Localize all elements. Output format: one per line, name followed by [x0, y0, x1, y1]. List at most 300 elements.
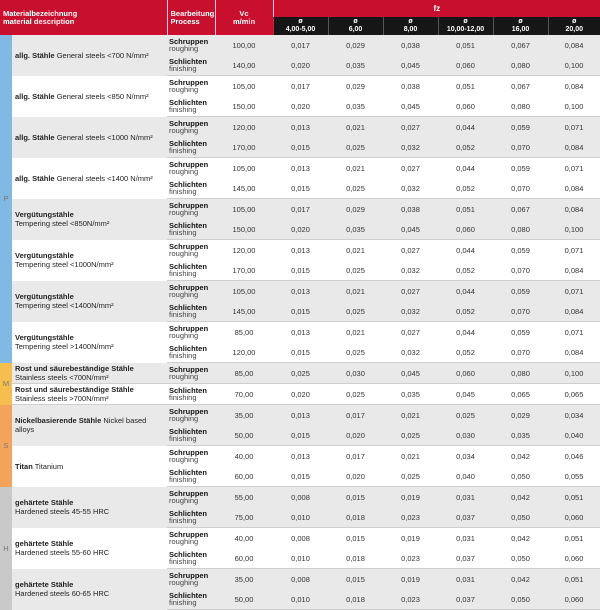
process-name-de: Schruppen: [169, 570, 209, 580]
fz-value: 0,050: [493, 507, 548, 528]
fz-value: 0,015: [328, 569, 383, 590]
fz-value: 0,008: [273, 528, 328, 549]
vc-value: 75,00: [215, 507, 273, 528]
fz-value: 0,025: [438, 405, 493, 426]
material-cell: [12, 569, 167, 610]
fz-value: 0,020: [328, 466, 383, 487]
process-cell: [167, 117, 215, 138]
fz-value: 0,051: [438, 199, 493, 220]
fz-value: 0,027: [383, 281, 438, 302]
process-cell: [167, 425, 215, 446]
fz-value: 0,025: [328, 384, 383, 405]
fz-value: 0,100: [548, 55, 600, 76]
fz-value: 0,046: [548, 446, 600, 467]
fz-value: 0,045: [383, 55, 438, 76]
table-row: [0, 322, 600, 343]
diameter-symbol: ø: [518, 18, 523, 25]
fz-value: 0,018: [328, 548, 383, 569]
fz-value: 0,015: [273, 260, 328, 281]
fz-value: 0,065: [493, 384, 548, 405]
vc-value: 40,00: [215, 446, 273, 467]
material-cell: [12, 117, 167, 158]
diameter-header: [273, 17, 328, 35]
process-cell: [167, 219, 215, 240]
fz-value: 0,025: [328, 301, 383, 322]
fz-value: 0,021: [328, 281, 383, 302]
process-name-de: Schlichten: [169, 56, 207, 66]
process-name-en: roughing: [169, 249, 199, 258]
fz-value: 0,032: [383, 178, 438, 199]
fz-value: 0,035: [328, 219, 383, 240]
fz-value: 0,013: [273, 405, 328, 426]
fz-value: 0,013: [273, 158, 328, 179]
material-cell: [12, 528, 167, 569]
process-name-en: roughing: [169, 126, 199, 135]
fz-value: 0,052: [438, 260, 493, 281]
fz-value: 0,021: [328, 240, 383, 261]
process-cell: [167, 35, 215, 55]
table-row: [0, 528, 600, 549]
process-name-de: Schruppen: [169, 529, 209, 539]
process-cell: [167, 96, 215, 117]
diameter-symbol: ø: [463, 18, 468, 25]
fz-value: 0,051: [548, 528, 600, 549]
fz-header: fz: [273, 0, 600, 17]
material-name-en: General steels <1400 N/mm²: [56, 173, 153, 183]
table-row: [0, 281, 600, 302]
process-name-en: finishing: [169, 269, 197, 278]
material-name-de: allg. Stähle: [15, 91, 55, 101]
diameter-symbol: ø: [353, 18, 358, 25]
fz-value: 0,050: [493, 589, 548, 610]
fz-value: 0,031: [438, 528, 493, 549]
material-header: [0, 0, 167, 35]
process-cell: [167, 322, 215, 343]
material-detail: Tempering steel >1400N/mm²: [15, 342, 114, 351]
fz-value: 0,070: [493, 301, 548, 322]
fz-value: 0,015: [273, 425, 328, 446]
material-detail: Stainless steels <700N/mm²: [15, 372, 109, 382]
fz-value: 0,018: [328, 589, 383, 610]
process-name-de: Schruppen: [169, 364, 209, 374]
fz-value: 0,067: [493, 35, 548, 55]
process-name-en: roughing: [169, 290, 199, 299]
fz-value: 0,042: [493, 446, 548, 467]
fz-value: 0,015: [273, 301, 328, 322]
process-cell: [167, 342, 215, 363]
process-cell: [167, 301, 215, 322]
fz-value: 0,059: [493, 158, 548, 179]
table-row: [0, 35, 600, 55]
process-cell: [167, 158, 215, 179]
fz-value: 0,023: [383, 548, 438, 569]
table-row: [0, 569, 600, 590]
process-cell: [167, 240, 215, 261]
material-name-en: Nickel based: [103, 416, 147, 426]
process-name-en: finishing: [169, 434, 197, 443]
material-detail: Tempering steel <1400N/mm²: [15, 301, 114, 310]
fz-value: 0,044: [438, 322, 493, 343]
process-cell: [167, 199, 215, 220]
fz-value: 0,071: [548, 322, 600, 343]
fz-value: 0,019: [383, 487, 438, 508]
material-cell: [12, 322, 167, 363]
process-name-de: Schruppen: [169, 323, 209, 333]
fz-value: 0,020: [328, 425, 383, 446]
process-name-de: Schlichten: [169, 97, 207, 107]
iso-group-band: P: [0, 35, 12, 363]
fz-value: 0,059: [493, 240, 548, 261]
iso-group-band: M: [0, 363, 12, 405]
fz-value: 0,017: [273, 35, 328, 55]
vc-value: 85,00: [215, 322, 273, 343]
process-name-de: Schlichten: [169, 343, 207, 353]
vc-value: 105,00: [215, 281, 273, 302]
fz-value: 0,042: [493, 528, 548, 549]
vc-value: 60,00: [215, 548, 273, 569]
fz-value: 0,037: [438, 548, 493, 569]
material-name-en: General steels <1000 N/mm²: [56, 132, 153, 142]
fz-value: 0,060: [548, 507, 600, 528]
fz-value: 0,038: [383, 35, 438, 55]
fz-value: 0,070: [493, 178, 548, 199]
material-cell: [12, 281, 167, 322]
fz-value: 0,023: [383, 507, 438, 528]
material-detail: Hardened steels 45-55 HRC: [15, 507, 110, 516]
fz-value: 0,021: [383, 405, 438, 426]
material-cell: [12, 384, 167, 405]
process-name-en: finishing: [169, 310, 197, 319]
fz-value: 0,035: [493, 425, 548, 446]
process-cell: [167, 507, 215, 528]
fz-value: 0,035: [328, 55, 383, 76]
diameter-header: [438, 17, 493, 35]
fz-value: 0,017: [328, 405, 383, 426]
material-name-de: Rost und säurebeständige Stähle: [15, 363, 134, 373]
material-name-en: General steels <700 N/mm²: [56, 50, 149, 60]
fz-value: 0,044: [438, 158, 493, 179]
process-name-en: finishing: [169, 351, 197, 360]
fz-value: 0,084: [548, 301, 600, 322]
fz-value: 0,025: [328, 137, 383, 158]
fz-value: 0,021: [328, 158, 383, 179]
process-name-en: finishing: [169, 598, 197, 607]
fz-value: 0,015: [273, 137, 328, 158]
diameter-symbol: ø: [298, 18, 303, 25]
table-row: [0, 76, 600, 97]
fz-value: 0,017: [273, 199, 328, 220]
diameter-header: [493, 17, 548, 35]
fz-value: 0,010: [273, 507, 328, 528]
process-cell: [167, 487, 215, 508]
material-cell: [12, 76, 167, 117]
material-detail: Stainless steels >700N/mm²: [15, 394, 109, 403]
fz-value: 0,029: [328, 35, 383, 55]
fz-value: 0,027: [383, 158, 438, 179]
fz-value: 0,042: [493, 569, 548, 590]
fz-value: 0,084: [548, 342, 600, 363]
fz-value: 0,044: [438, 281, 493, 302]
material-name-en: Titanium: [34, 461, 64, 471]
material-cell: [12, 363, 167, 384]
process-name-en: finishing: [169, 146, 197, 155]
fz-value: 0,052: [438, 301, 493, 322]
fz-value: 0,035: [328, 96, 383, 117]
vc-value: 100,00: [215, 35, 273, 55]
table-header: [0, 0, 600, 35]
process-name-de: Schlichten: [169, 179, 207, 189]
fz-value: 0,013: [273, 281, 328, 302]
fz-value: 0,034: [438, 446, 493, 467]
fz-value: 0,100: [548, 96, 600, 117]
material-detail: Tempering steel <1000N/mm²: [15, 260, 114, 269]
fz-value: 0,031: [438, 487, 493, 508]
material-name-de: gehärtete Stähle: [15, 539, 74, 548]
material-detail: Hardened steels 55-60 HRC: [15, 548, 110, 557]
process-cell: [167, 137, 215, 158]
diameter-header: [548, 17, 600, 35]
vc-value: 70,00: [215, 384, 273, 405]
fz-value: 0,045: [438, 384, 493, 405]
fz-value: 0,027: [383, 117, 438, 138]
vc-value: 105,00: [215, 199, 273, 220]
material-detail: Tempering steel <850N/mm²: [15, 219, 110, 228]
process-name-en: roughing: [169, 208, 199, 217]
process-cell: [167, 384, 215, 405]
material-cell: [12, 446, 167, 487]
fz-value: 0,044: [438, 117, 493, 138]
material-name-de: Nickelbasierende Stähle: [15, 416, 102, 426]
process-cell: [167, 281, 215, 302]
iso-group-band: S: [0, 405, 12, 487]
fz-value: 0,044: [438, 240, 493, 261]
fz-value: 0,010: [273, 548, 328, 569]
fz-value: 0,050: [493, 548, 548, 569]
process-cell: [167, 446, 215, 467]
fz-value: 0,084: [548, 199, 600, 220]
table-row: [0, 363, 600, 384]
material-cell: [12, 35, 167, 76]
process-name-en: roughing: [169, 537, 199, 546]
material-cell: [12, 240, 167, 281]
table-body: [0, 35, 600, 610]
fz-value: 0,013: [273, 240, 328, 261]
material-name-en: General steels <850 N/mm²: [56, 91, 149, 101]
fz-value: 0,029: [328, 76, 383, 97]
vc-value: 40,00: [215, 528, 273, 549]
fz-value: 0,060: [438, 96, 493, 117]
process-name-de: Schlichten: [169, 467, 207, 477]
fz-value: 0,060: [548, 589, 600, 610]
fz-value: 0,060: [438, 363, 493, 384]
material-cell: [12, 158, 167, 199]
fz-value: 0,051: [438, 35, 493, 55]
process-header-en: Process: [170, 16, 200, 26]
fz-value: 0,084: [548, 260, 600, 281]
process-name-de: Schlichten: [169, 220, 207, 230]
process-name-en: roughing: [169, 85, 199, 94]
fz-value: 0,015: [273, 466, 328, 487]
fz-value: 0,080: [493, 55, 548, 76]
material-name-de: allg. Stähle: [15, 132, 55, 142]
diameter-value: 10,00-12,00: [446, 26, 485, 33]
process-name-en: finishing: [169, 187, 197, 196]
diameter-symbol: ø: [572, 18, 577, 25]
process-name-de: Schlichten: [169, 549, 207, 559]
material-cell: [12, 405, 167, 446]
process-name-de: Schruppen: [169, 77, 209, 87]
fz-value: 0,008: [273, 487, 328, 508]
process-name-en: finishing: [169, 475, 197, 484]
vc-value: 85,00: [215, 363, 273, 384]
material-name-de: gehärtete Stähle: [15, 498, 74, 507]
process-cell: [167, 260, 215, 281]
fz-value: 0,055: [548, 466, 600, 487]
process-cell: [167, 466, 215, 487]
process-name-de: Schlichten: [169, 426, 207, 436]
material-name-de: gehärtete Stähle: [15, 580, 74, 589]
fz-value: 0,035: [383, 384, 438, 405]
fz-value: 0,032: [383, 137, 438, 158]
fz-value: 0,067: [493, 76, 548, 97]
process-name-en: roughing: [169, 372, 199, 381]
diameter-value: 16,00: [511, 26, 530, 33]
process-name-de: Schruppen: [169, 488, 209, 498]
vc-value: 60,00: [215, 466, 273, 487]
process-cell: [167, 178, 215, 199]
vc-value: 50,00: [215, 589, 273, 610]
process-name-en: roughing: [169, 167, 199, 176]
fz-value: 0,100: [548, 219, 600, 240]
fz-value: 0,020: [273, 219, 328, 240]
diameter-header: [383, 17, 438, 35]
fz-value: 0,037: [438, 589, 493, 610]
iso-group-band: H: [0, 487, 12, 610]
fz-value: 0,029: [493, 405, 548, 426]
fz-value: 0,045: [383, 96, 438, 117]
vc-value: 140,00: [215, 55, 273, 76]
fz-value: 0,071: [548, 281, 600, 302]
table-row: [0, 446, 600, 467]
fz-value: 0,025: [328, 178, 383, 199]
fz-value: 0,021: [328, 117, 383, 138]
vc-value: 120,00: [215, 117, 273, 138]
process-header: [167, 0, 215, 35]
process-name-en: finishing: [169, 228, 197, 237]
vc-value: 150,00: [215, 219, 273, 240]
vc-value: 145,00: [215, 178, 273, 199]
fz-value: 0,025: [328, 342, 383, 363]
fz-value: 0,052: [438, 178, 493, 199]
process-name-en: roughing: [169, 414, 199, 423]
vc-value: 120,00: [215, 342, 273, 363]
material-name-de: allg. Stähle: [15, 173, 55, 183]
fz-value: 0,020: [273, 96, 328, 117]
process-cell: [167, 548, 215, 569]
process-name-en: finishing: [169, 105, 197, 114]
process-name-de: Schruppen: [169, 118, 209, 128]
fz-value: 0,059: [493, 117, 548, 138]
process-name-de: Schruppen: [169, 200, 209, 210]
fz-value: 0,070: [493, 137, 548, 158]
fz-value: 0,015: [273, 178, 328, 199]
process-cell: [167, 569, 215, 590]
fz-value: 0,019: [383, 528, 438, 549]
vc-value: 105,00: [215, 76, 273, 97]
process-name-de: Schruppen: [169, 159, 209, 169]
fz-value: 0,040: [438, 466, 493, 487]
process-header-de: Bearbeitung: [170, 8, 215, 18]
fz-value: 0,100: [548, 363, 600, 384]
process-cell: [167, 363, 215, 384]
material-detail: Hardened steels 60-65 HRC: [15, 589, 110, 598]
fz-value: 0,080: [493, 96, 548, 117]
process-name-de: Schruppen: [169, 406, 209, 416]
fz-value: 0,030: [438, 425, 493, 446]
fz-value: 0,032: [383, 342, 438, 363]
process-name-en: roughing: [169, 578, 199, 587]
process-name-en: finishing: [169, 64, 197, 73]
fz-value: 0,084: [548, 35, 600, 55]
vc-value: 170,00: [215, 137, 273, 158]
fz-value: 0,030: [328, 363, 383, 384]
fz-value: 0,029: [328, 199, 383, 220]
fz-value: 0,052: [438, 137, 493, 158]
fz-value: 0,008: [273, 569, 328, 590]
process-name-en: finishing: [169, 393, 197, 402]
fz-value: 0,019: [383, 569, 438, 590]
vc-value: 150,00: [215, 96, 273, 117]
fz-value: 0,045: [383, 363, 438, 384]
fz-value: 0,020: [273, 384, 328, 405]
fz-value: 0,080: [493, 363, 548, 384]
fz-value: 0,038: [383, 199, 438, 220]
vc-header: [215, 0, 273, 35]
fz-value: 0,051: [548, 487, 600, 508]
fz-value: 0,084: [548, 137, 600, 158]
fz-value: 0,025: [273, 363, 328, 384]
fz-value: 0,025: [383, 466, 438, 487]
process-name-en: roughing: [169, 455, 199, 464]
fz-value: 0,052: [438, 342, 493, 363]
vc-value: 145,00: [215, 301, 273, 322]
fz-value: 0,015: [328, 528, 383, 549]
vc-value: 35,00: [215, 569, 273, 590]
material-header-de: Materialbezeichnung: [3, 8, 78, 18]
fz-value: 0,021: [383, 446, 438, 467]
fz-value: 0,032: [383, 301, 438, 322]
fz-value: 0,080: [493, 219, 548, 240]
fz-value: 0,021: [328, 322, 383, 343]
process-name-de: Schlichten: [169, 302, 207, 312]
material-name-de: Vergütungstähle: [15, 292, 74, 301]
vc-value: 50,00: [215, 425, 273, 446]
material-header-en: material description: [3, 16, 75, 26]
vc-value: 170,00: [215, 260, 273, 281]
material-name-de: Vergütungstähle: [15, 251, 74, 260]
fz-value: 0,013: [273, 322, 328, 343]
fz-value: 0,059: [493, 281, 548, 302]
fz-value: 0,027: [383, 322, 438, 343]
fz-value: 0,023: [383, 589, 438, 610]
table-row: [0, 487, 600, 508]
process-cell: [167, 405, 215, 426]
diameter-value: 8,00: [403, 26, 418, 33]
fz-value: 0,034: [548, 405, 600, 426]
fz-value: 0,038: [383, 76, 438, 97]
table-row: [0, 158, 600, 179]
fz-value: 0,070: [493, 342, 548, 363]
